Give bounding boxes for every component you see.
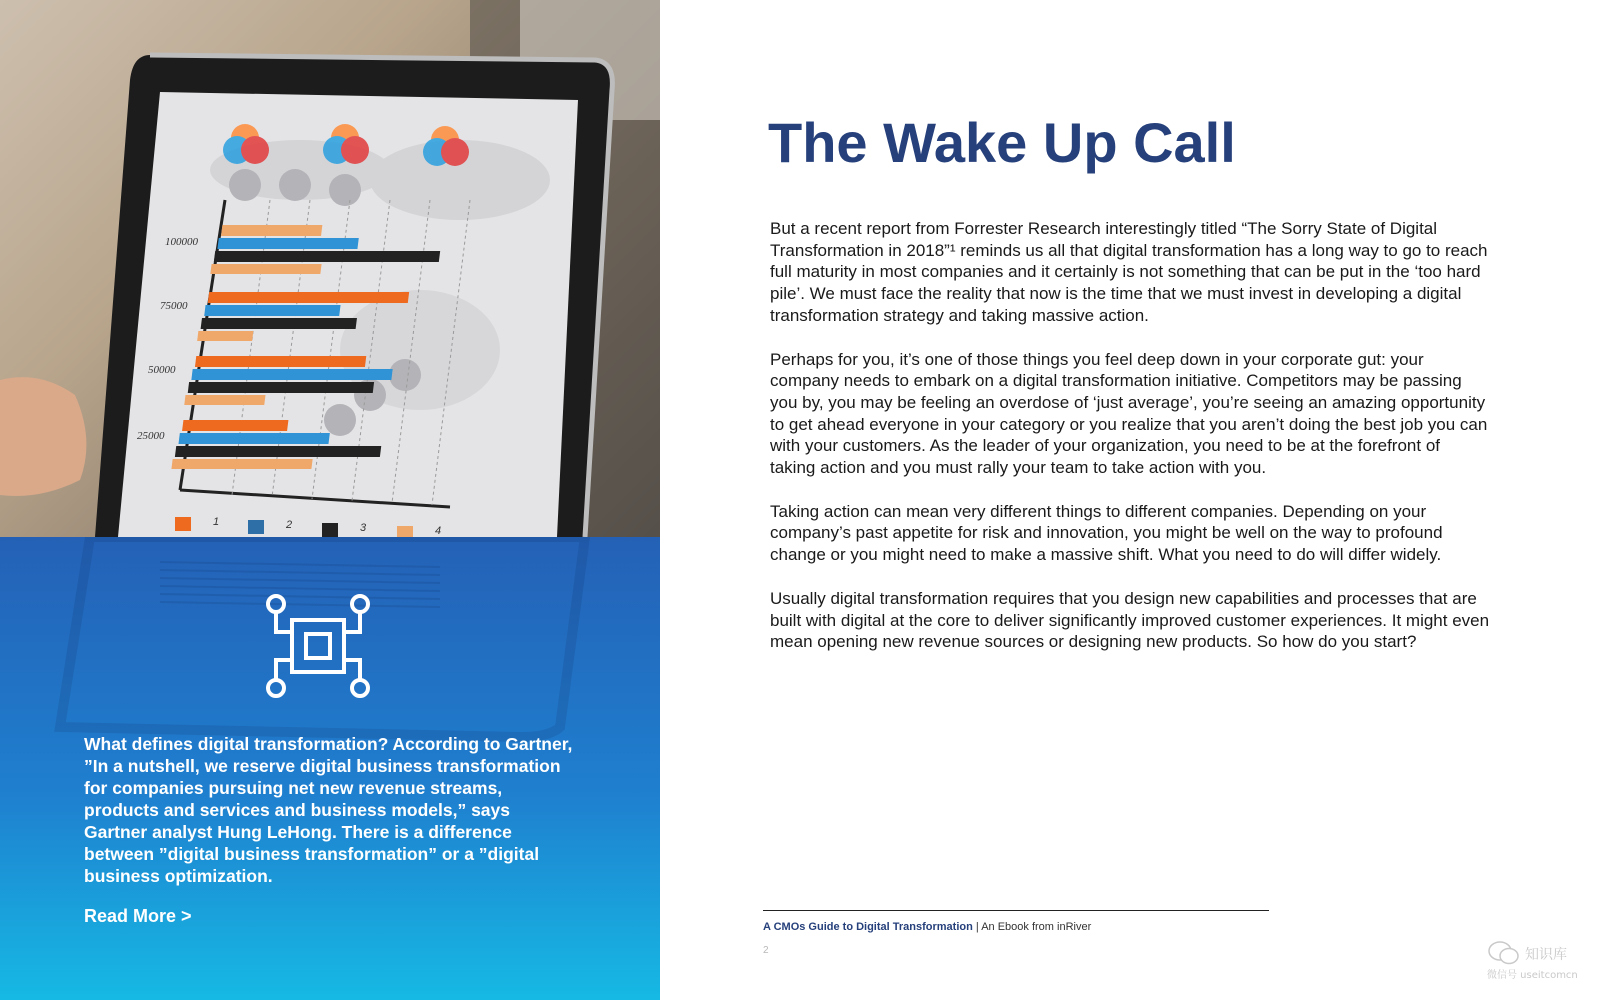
body-paragraph: Taking action can mean very different things to different companies. Depending on your company’s past appetite for risk and innovation, you might be well on the way to profound change or you might need to make a massive shift. What you need to do will differ widely. <box>770 501 1443 565</box>
watermark <box>1487 940 1597 980</box>
read-more-link[interactable]: Read More > <box>84 906 192 926</box>
body-paragraph: Usually digital transformation requires that you design new capabilities and processes that are built with digital at the core to deliver significantly improved customer experiences. It might even mean opening new revenue sources or designing new products. So how do you start? <box>770 588 1490 652</box>
footer-separator: | <box>972 921 982 933</box>
chart-axis-label: 100000 <box>165 236 198 248</box>
body-paragraph: Perhaps for you, it’s one of those things you feel deep down in your corporate gut: your company needs to embark on a digital transformation initiative. Competitors may be passing you by, you may be feeling an overdose of ‘just average’, you’re seeing an amazing opportunity to get ahead everyone in your category or you realize that you aren’t doing the best job you can with your customers. As the leader of your organization, you need to be at the forefront of taking action and you must rally your team to take action with you. <box>770 349 1488 478</box>
article-body <box>770 218 1490 675</box>
legend-number: 4 <box>435 525 442 537</box>
legend-number: 3 <box>360 522 367 534</box>
legend-number: 1 <box>213 516 220 528</box>
wechat-icon <box>1487 940 1521 966</box>
tablet-photo <box>0 0 660 537</box>
transformation-chip-icon <box>262 590 374 702</box>
watermark-brand: 知识库 <box>1525 947 1567 963</box>
left-panel <box>0 0 660 1000</box>
footer <box>763 921 1091 933</box>
footer-title: A CMOs Guide to Digital Transformation <box>763 921 973 933</box>
footer-subtitle: An Ebook from inRiver <box>981 921 1092 933</box>
chart-axis-label: 50000 <box>148 364 176 376</box>
gartner-quote: What defines digital transformation? According to Gartner, ”In a nutshell, we reserve digital business transformation for companies pursuing net new revenue streams, products and services and business models,” says Gartner analyst Hung LeHong. There is a difference between ”digital business transformation” or a ”digital business optimization. <box>84 734 573 886</box>
page-title: The Wake Up Call <box>768 111 1236 174</box>
watermark-site: 微信号 useitcomcn <box>1487 970 1578 981</box>
chart-axis-label: 75000 <box>160 300 188 312</box>
tablet-illustration <box>0 0 660 537</box>
chart-axis-label: 25000 <box>137 430 165 442</box>
footer-divider <box>763 910 1269 911</box>
legend-number: 2 <box>286 519 293 531</box>
body-paragraph: But a recent report from Forrester Research interestingly titled “The Sorry State of Digital Transformation in 2018”¹ reminds us all that digital transformation has a long way to go to reach full maturity in most companies and it certainly is not something that can be put in the ‘too hard pile’. We must face the reality that now is the time that we must invest in developing a digital transformation strategy and taking massive action. <box>770 219 1488 325</box>
page-number: 2 <box>763 945 769 956</box>
